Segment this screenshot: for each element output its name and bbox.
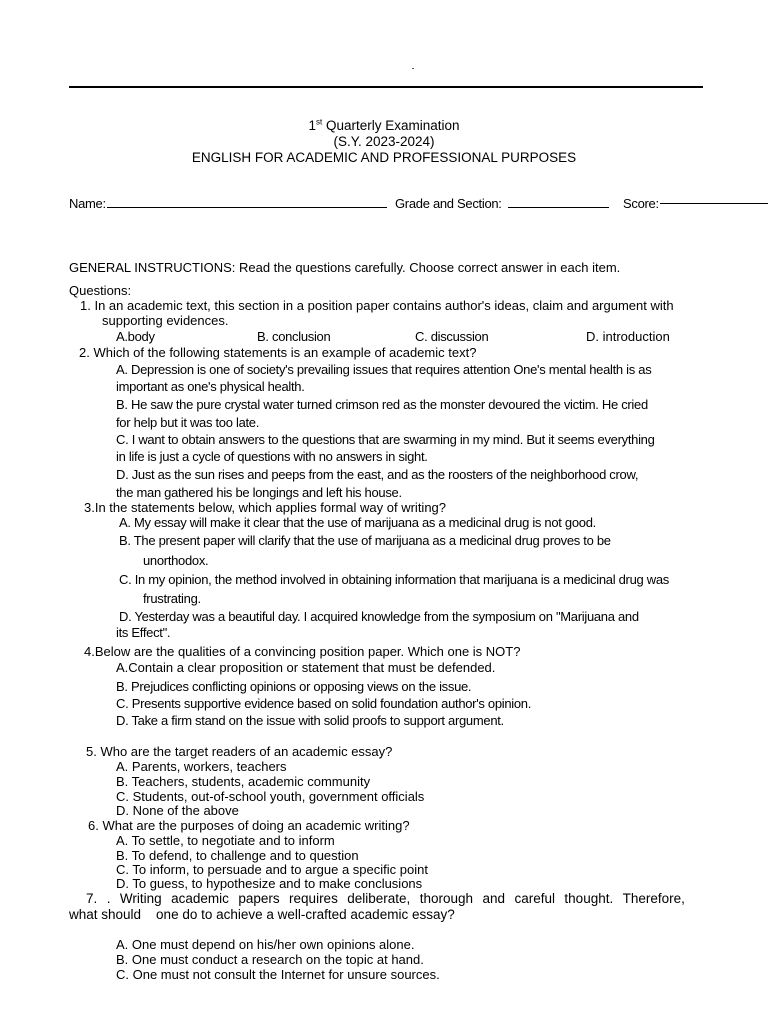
q5-stem: 5. Who are the target readers of an academic essay? (86, 744, 393, 759)
q3-choice-b[interactable]: B. The present paper will clarify that the use of marijuana as a medicinal drug proves to be (119, 533, 611, 548)
q3-choice-a[interactable]: A. My essay will make it clear that the use of marijuana as a medicinal drug is not good. (119, 515, 596, 530)
q2-choice-c[interactable]: C. I want to obtain answers to the questions that are swarming in my mind. But it seems everything (116, 432, 655, 447)
q1-choice-a[interactable]: A.body (116, 329, 155, 344)
q1-stem-cont: supporting evidences. (102, 313, 229, 328)
q2-choice-d-cont: the man gathered his be longings and left his house. (116, 485, 402, 500)
q2-stem: 2. Which of the following statements is an example of academic text? (79, 345, 477, 360)
grade-label: Grade and Section: (395, 196, 502, 211)
q4-choice-d[interactable]: D. Take a firm stand on the issue with solid proofs to support argument. (116, 713, 504, 728)
q4-choice-b[interactable]: B. Prejudices conflicting opinions or opposing views on the issue. (116, 679, 472, 694)
q1-choice-d[interactable]: D. introduction (586, 329, 670, 344)
q5-choice-a[interactable]: A. Parents, workers, teachers (116, 759, 287, 774)
q2-choice-b-cont: for help but it was too late. (116, 415, 260, 430)
q3-choice-d-cont: its Effect". (116, 625, 171, 640)
q7-choice-c[interactable]: C. One must not consult the Internet for unsure sources. (116, 967, 440, 982)
q7-word: thought. (564, 891, 614, 906)
title-superscript: st (315, 117, 323, 127)
q1-stem: 1. In an academic text, this section in a position paper contains author's ideas, claim and argument with (80, 298, 674, 313)
q3-choice-b-cont: unorthodox. (143, 553, 209, 568)
q1-choice-c[interactable]: C. discussion (415, 329, 489, 344)
q2-choice-d[interactable]: D. Just as the sun rises and peeps from the east, and as the roosters of the neighborhood crow, (116, 467, 639, 482)
q5-choice-b[interactable]: B. Teachers, students, academic community (116, 774, 371, 789)
exam-title (0, 118, 768, 134)
general-instructions: GENERAL INSTRUCTIONS: Read the questions carefully. Choose correct answer in each item. (69, 260, 621, 275)
q7-word: thorough (419, 891, 474, 906)
q7-word: careful (514, 891, 555, 906)
q5-choice-c[interactable]: C. Students, out-of-school youth, government officials (116, 789, 425, 804)
q4-choice-a[interactable]: A.Contain a clear proposition or statement that must be defended. (116, 660, 496, 675)
q7-choice-a[interactable]: A. One must depend on his/her own opinions alone. (116, 937, 415, 952)
q3-choice-c-cont: frustrating. (143, 591, 201, 606)
q4-stem: 4.Below are the qualities of a convincing position paper. Which one is NOT? (84, 644, 521, 659)
title-text: Quarterly Examination (322, 118, 460, 133)
q7-word: papers (238, 891, 280, 906)
name-label: Name: (69, 196, 106, 211)
q7-word: deliberate, (347, 891, 411, 906)
subject-title: ENGLISH FOR ACADEMIC AND PROFESSIONAL PURPOSES (191, 150, 577, 165)
q2-choice-a[interactable]: A. Depression is one of society's prevailing issues that requires attention One's mental health is as (116, 362, 652, 377)
header-rule (69, 86, 703, 88)
q2-choice-b[interactable]: B. He saw the pure crystal water turned crimson red as the monster devoured the victim. He cried (116, 397, 648, 412)
q7-choice-b[interactable]: B. One must conduct a research on the topic at hand. (116, 952, 424, 967)
q3-choice-c[interactable]: C. In my opinion, the method involved in obtaining information that marijuana is a medicinal drug was (119, 572, 669, 587)
grade-field[interactable] (508, 207, 609, 208)
q7-word: requires (289, 891, 338, 906)
score-label: Score: (623, 196, 659, 211)
q4-choice-c[interactable]: C. Presents supportive evidence based on solid foundation author's opinion. (116, 696, 532, 711)
q7-word: 7. (86, 891, 98, 906)
q7-stem-cont: what should one do to achieve a well-crafted academic essay? (69, 907, 455, 922)
q6-choice-a[interactable]: A. To settle, to negotiate and to inform (116, 833, 335, 848)
score-field[interactable] (660, 203, 768, 204)
q6-choice-c[interactable]: C. To inform, to persuade and to argue a specific point (116, 862, 428, 877)
q6-choice-b[interactable]: B. To defend, to challenge and to question (116, 848, 359, 863)
q7-word: and (482, 891, 506, 906)
q6-stem: 6. What are the purposes of doing an academic writing? (88, 818, 410, 833)
q7-word: Therefore, (622, 891, 685, 906)
questions-label: Questions: (69, 283, 132, 298)
q2-choice-a-cont: important as one's physical health. (116, 379, 305, 394)
title-number: 1 (308, 118, 316, 133)
q3-stem: 3.In the statements below, which applies formal way of writing? (84, 500, 447, 515)
stray-mark (412, 68, 414, 69)
q1-choice-b[interactable]: B. conclusion (257, 329, 331, 344)
q7-word: Writing (119, 891, 162, 906)
name-field[interactable] (107, 207, 387, 208)
q3-choice-d[interactable]: D. Yesterday was a beautiful day. I acquired knowledge from the symposium on "Marijuana and (119, 609, 639, 624)
q5-choice-d[interactable]: D. None of the above (116, 803, 239, 818)
school-year: (S.Y. 2023-2024) (333, 134, 435, 149)
q7-word: . (106, 891, 111, 906)
q6-choice-d[interactable]: D. To guess, to hypothesize and to make conclusions (116, 876, 423, 891)
q7-stem (86, 891, 685, 907)
q2-choice-c-cont: in life is just a cycle of questions with no answers in sight. (116, 449, 428, 464)
q7-word: academic (171, 891, 229, 906)
